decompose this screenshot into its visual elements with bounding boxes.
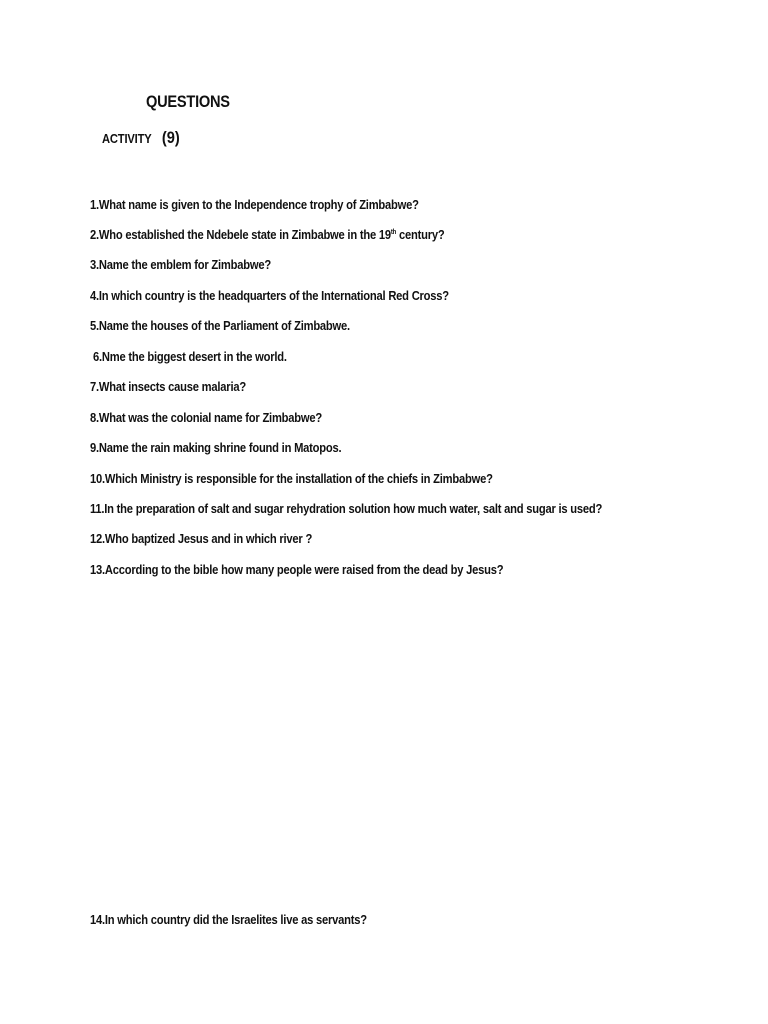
question-9: 9.Name the rain making shrine found in Matopos. (90, 440, 342, 455)
question-1: 1.What name is given to the Independence trophy of Zimbabwe? (90, 197, 419, 212)
question-10: 10.Which Ministry is responsible for the installation of the chiefs in Zimbabwe? (90, 471, 493, 486)
question-6: 6.Nme the biggest desert in the world. (93, 349, 287, 364)
question-2 (90, 227, 444, 243)
question-12: 12.Who baptized Jesus and in which river ? (90, 531, 313, 546)
activity-label: ACTIVITY (102, 131, 152, 146)
question-13: 13.According to the bible how many people were raised from the dead by Jesus? (90, 562, 504, 577)
activity-number: (9) (161, 128, 180, 147)
question-8: 8.What was the colonial name for Zimbabwe? (90, 410, 323, 425)
question-2-text: 2.Who established the Ndebele state in Zimbabwe in the 19 (90, 227, 391, 242)
page-title: QUESTIONS (146, 92, 230, 111)
question-3: 3.Name the emblem for Zimbabwe? (90, 257, 271, 272)
question-5: 5.Name the houses of the Parliament of Zimbabwe. (90, 318, 350, 333)
activity-header (102, 128, 180, 148)
question-11: 11.In the preparation of salt and sugar rehydration solution how much water, salt and sugar is used? (90, 501, 603, 516)
question-14: 14.In which country did the Israelites live as servants? (90, 912, 367, 927)
question-7: 7.What insects cause malaria? (90, 379, 246, 394)
question-4: 4.In which country is the headquarters of the International Red Cross? (90, 288, 449, 303)
question-2-text-end: century? (396, 227, 445, 242)
question-2-superscript: th (390, 229, 397, 236)
